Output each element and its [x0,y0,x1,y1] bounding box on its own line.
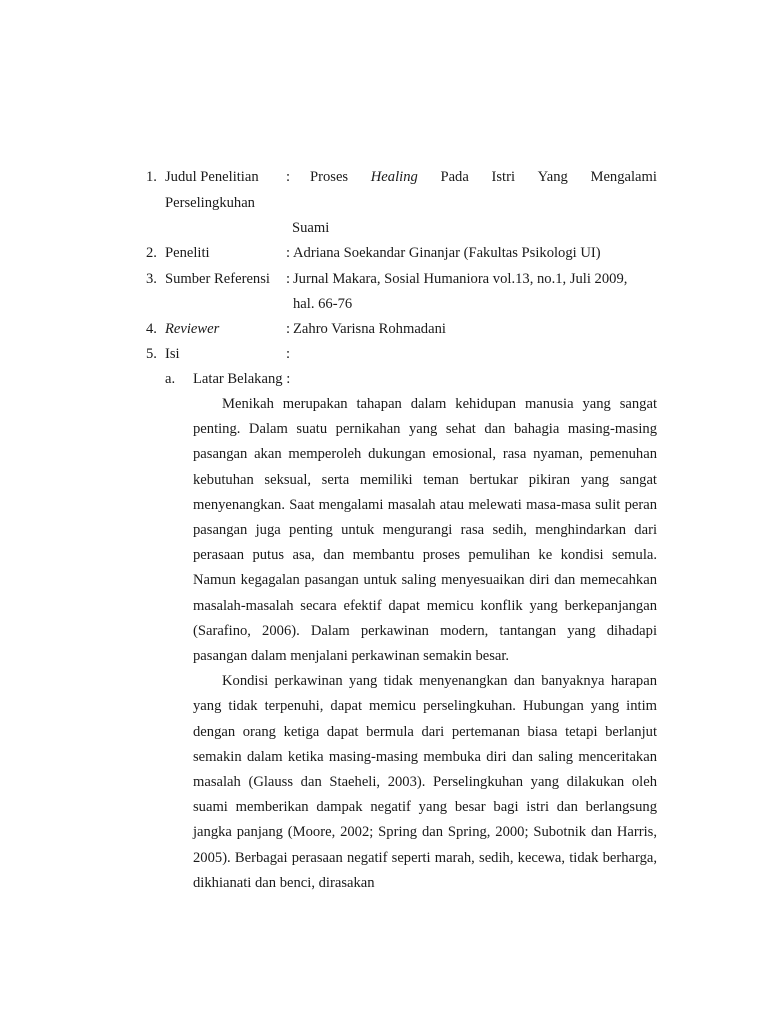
item-label: Judul Penelitian [165,169,259,185]
item-value: Zahro Varisna Rohmadani [293,321,446,337]
item-value: Jurnal Makara, Sosial Humaniora vol.13, no.1, Juli 2009, [293,271,628,287]
title-word-italic: Healing [370,169,418,185]
item-value: Adriana Soekandar Ginanjar (Fakultas Psikologi UI) [293,245,601,261]
item-number: 5. [146,346,157,362]
item-label: Reviewer [165,321,220,337]
item-colon: : [286,271,291,287]
title-value-line-3: Suami [292,220,330,236]
subsection-title: Latar Belakang : [193,371,291,387]
item-number: 1. [146,169,157,185]
title-word: Proses [310,169,349,185]
body-text [193,392,657,896]
item-label: Sumber Referensi [165,271,270,287]
item-label: Peneliti [165,245,210,261]
item-colon: : [286,169,291,185]
item-number: 4. [146,321,157,337]
item-colon: : [286,346,291,362]
item-label: Isi [165,346,180,362]
item-number: 2. [146,245,157,261]
title-word: Yang [537,169,568,185]
item-colon: : [286,321,291,337]
title-value-line [310,169,657,186]
title-word: Pada [440,169,469,185]
subsection-letter: a. [165,371,176,387]
paragraph: Kondisi perkawinan yang tidak menyenangkan dan banyaknya harapan yang tidak terpenuhi, dapat memicu perselingkuhan. Hubungan yang intim dengan orang ketiga dapat bermula dari pertemanan biasa tetapi berlanjut semakin dalam ketika masing-masing membuka diri dan saling menceritakan masalah (Glauss dan Staeheli, 2003). Perselingkuhan yang dilakukan oleh suami memberikan dampak negatif yang besar bagi istri dan berlangsung jangka panjang (Moore, 2002; Spring dan Spring, 2000; Subotnik dan Harris, 2005). Berbagai perasaan negatif seperti marah, sedih, kecewa, tidak berharga, dikhianati dan benci, dirasakan [193,673,657,891]
paragraph: Menikah merupakan tahapan dalam kehidupan manusia yang sangat penting. Dalam suatu pernikahan yang sehat dan bahagia masing-masing pasangan akan memperoleh dukungan emosional, rasa nyaman, pemenuhan kebutuhan seksual, serta memiliki teman bertukar pikiran yang sangat menyenangkan. Saat mengalami masalah atau melewati masa-masa sulit peran pasangan juga penting untuk mengurangi rasa sedih, menghindarkan dari perasaan putus asa, dan membantu proses pemulihan ke kondisi semula. Namun kegagalan pasangan untuk saling menyesuaikan diri dan memecahkan masalah-masalah secara efektif dapat memicu konflik yang berkepanjangan (Sarafino, 2006). Dalam perkawinan modern, tantangan yang dihadapi pasangan dalam menjalani perkawinan semakin besar. [193,396,657,665]
title-word: Mengalami [590,169,657,185]
title-word: Istri [491,169,515,185]
item-colon: : [286,245,291,261]
item-value-line-2: hal. 66-76 [293,296,353,312]
item-number: 3. [146,271,157,287]
title-value-line-2: Perselingkuhan [165,195,255,211]
